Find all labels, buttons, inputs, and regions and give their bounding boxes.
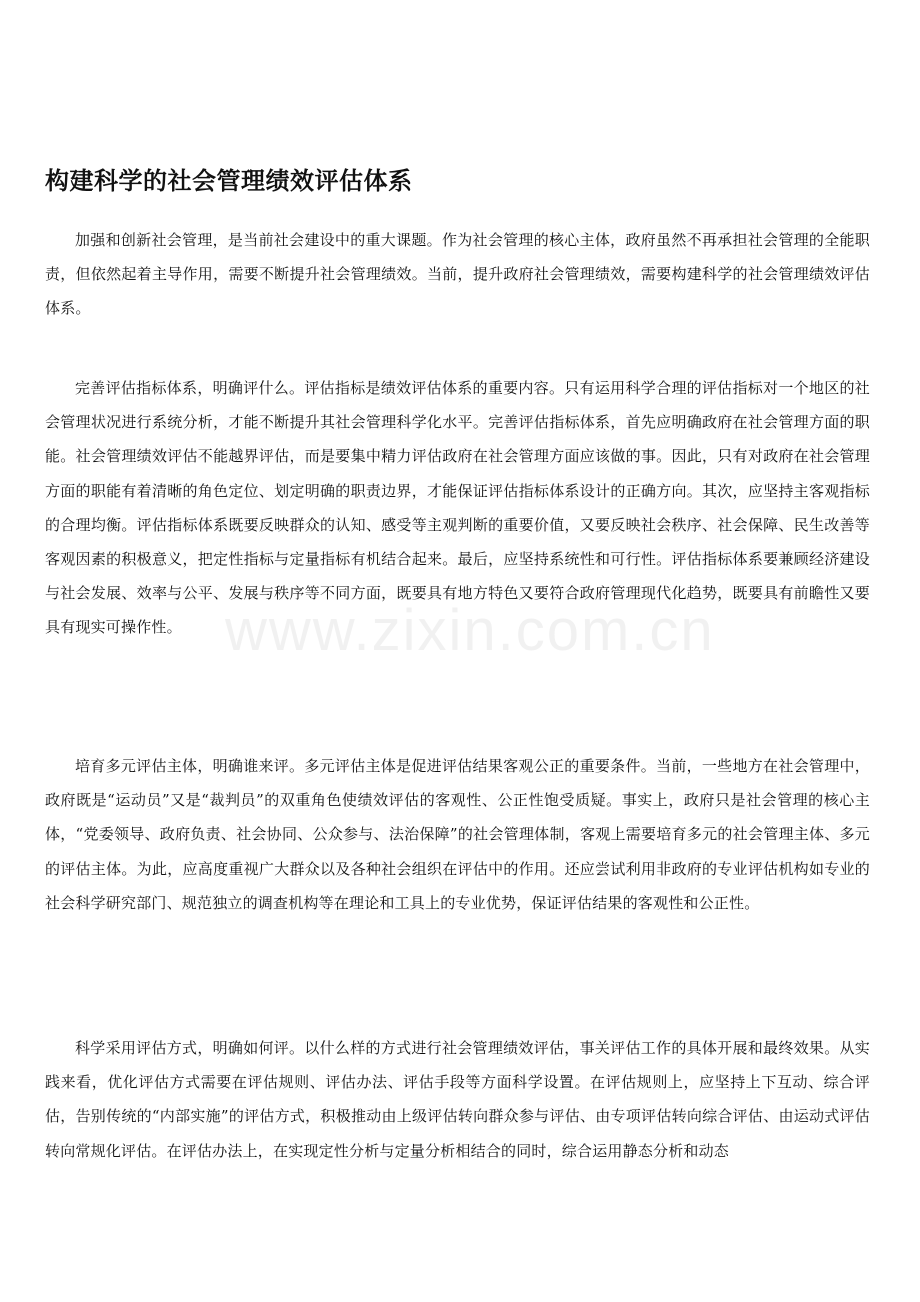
body-paragraph-methods: 科学采用评估方式，明确如何评。以什么样的方式进行社会管理绩效评估，事关评估工作的具体开展和最终效果。从实践来看，优化评估方式需要在评估规则、评估办法、评估手段等方面科学设置。在评估规则上，应坚持上下互动、综合评估，告别传统的“内部实施”的评估方式，积极推动由上级评估转向群众参与评估、由专项评估转向综合评估、由运动式评估转向常规化评估。在评估办法上，在实现定性分析与定量分析相结合的同时，综合运用静态分析和动态 — [45, 1039, 870, 1160]
watermark: www.zixin.com.cn — [225, 598, 715, 663]
page-title: 构建科学的社会管理绩效评估体系 — [45, 167, 413, 195]
body-paragraph-indicators: 完善评估指标体系，明确评什么。评估指标是绩效评估体系的重要内容。只有运用科学合理的评估指标对一个地区的社会管理状况进行系统分析，才能不断提升其社会管理科学化水平。完善评估指标体系，首先应明确政府在社会管理方面的职能。社会管理绩效评估不能越界评估，而是要集中精力评估政府在社会管理方面应该做的事。因此，只有对政府在社会管理方面的职能有着清晰的角色定位、划定明确的职责边界，才能保证评估指标体系设计的正确方向。其次，应坚持主客观指标的合理均衡。评估指标体系既要反映群众的认知、感受等主观判断的重要价值，又要反映社会秩序、社会保障、民生改善等客观因素的积极意义，把定性指标与定量指标有机结合起来。最后，应坚持系统性和可行性。评估指标体系要兼顾经济建设与社会发展、效率与公平、发展与秩序等不同方面，既要具有地方特色又要符合政府管理现代化趋势，既要具有前瞻性又要具有现实可操作性。 — [45, 379, 870, 637]
body-paragraph-subjects: 培育多元评估主体，明确谁来评。多元评估主体是促进评估结果客观公正的重要条件。当前，一些地方在社会管理中，政府既是“运动员”又是“裁判员”的双重角色使绩效评估的客观性、公正性饱受质疑。事实上，政府只是社会管理的核心主体，“党委领导、政府负责、社会协同、公众参与、法治保障”的社会管理体制，客观上需要培育多元的社会管理主体、多元的评估主体。为此，应高度重视广大群众以及各种社会组织在评估中的作用。还应尝试利用非政府的专业评估机构如专业的社会科学研究部门、规范独立的调查机构等在理论和工具上的专业优势，保证评估结果的客观性和公正性。 — [45, 757, 870, 912]
body-paragraph-intro: 加强和创新社会管理，是当前社会建设中的重大课题。作为社会管理的核心主体，政府虽然不再承担社会管理的全能职责，但依然起着主导作用，需要不断提升社会管理绩效。当前，提升政府社会管理绩效，需要构建科学的社会管理绩效评估体系。 — [45, 231, 870, 318]
